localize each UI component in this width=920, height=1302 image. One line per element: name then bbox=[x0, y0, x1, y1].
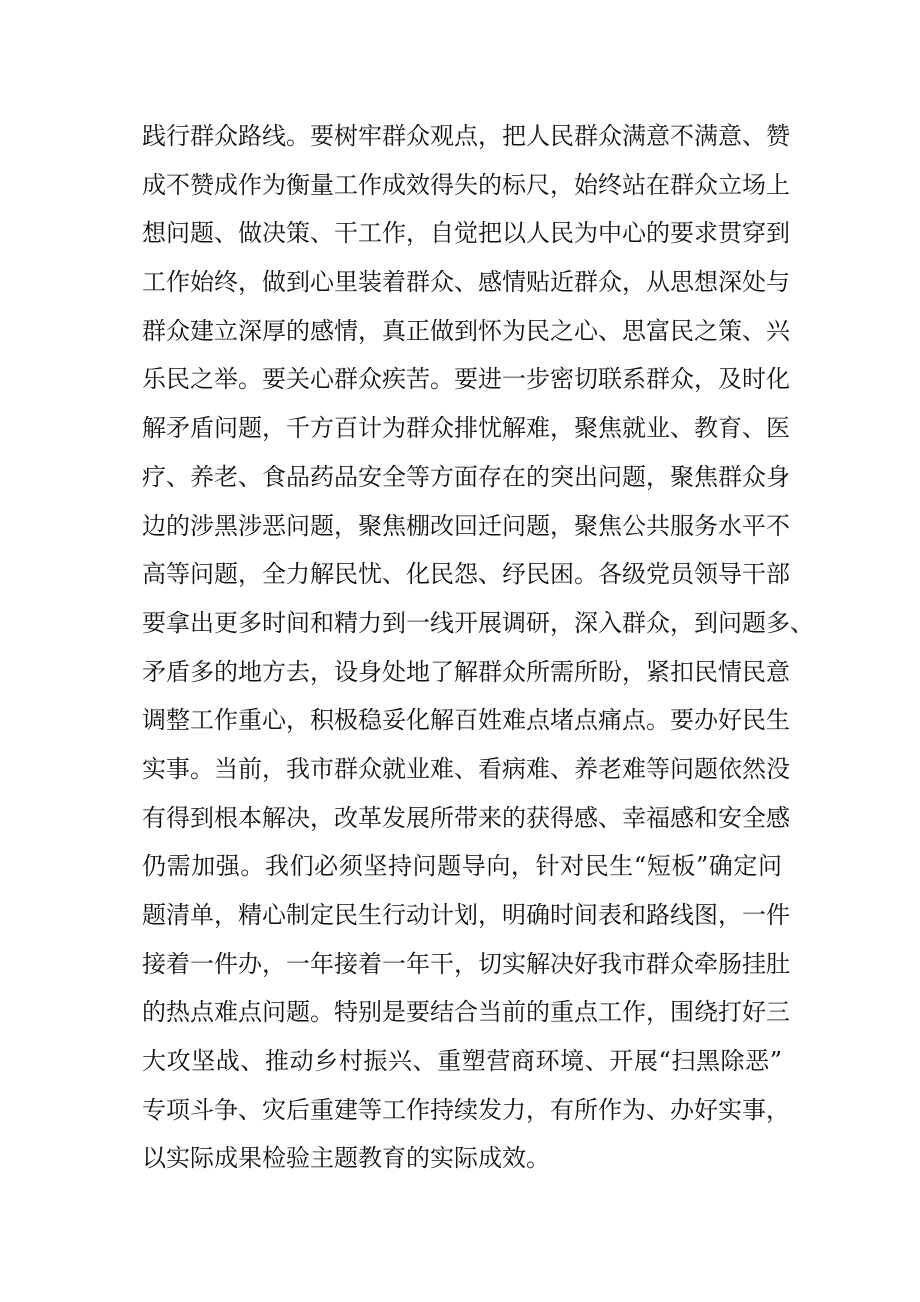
text-line: 解矛盾问题，千方百计为群众排忧解难，聚焦就业、教育、医 bbox=[142, 414, 790, 443]
text-line: 疗、养老、食品药品安全等方面存在的突出问题，聚焦群众身 bbox=[142, 462, 790, 491]
text-line: 专项斗争、灾后重建等工作持续发力，有所作为、办好实事， bbox=[142, 1095, 790, 1124]
text-line: 有得到根本解决，改革发展所带来的获得感、幸福感和安全感 bbox=[142, 803, 790, 832]
text-line: 乐民之举。要关心群众疾苦。要进一步密切联系群众，及时化 bbox=[142, 365, 790, 394]
text-line: 想问题、做决策、干工作，自觉把以人民为中心的要求贯穿到 bbox=[142, 219, 790, 248]
text-line: 接着一件办，一年接着一年干，切实解决好我市群众牵肠挂肚 bbox=[142, 949, 790, 978]
text-line: 要拿出更多时间和精力到一线开展调研，深入群众，到问题多、 bbox=[142, 608, 814, 637]
text-line-last: 以实际成果检验主题教育的实际成效。 bbox=[142, 1144, 550, 1173]
text-line: 矛盾多的地方去，设身处地了解群众所需所盼，紧扣民情民意 bbox=[142, 657, 790, 686]
text-line: 工作始终，做到心里装着群众、感情贴近群众，从思想深处与 bbox=[142, 268, 790, 297]
text-line: 仍需加强。我们必须坚持问题导向，针对民生“短板”确定问 bbox=[142, 852, 782, 881]
text-line: 群众建立深厚的感情，真正做到怀为民之心、思富民之策、兴 bbox=[142, 316, 790, 345]
text-line: 题清单，精心制定民生行动计划，明确时间表和路线图，一件 bbox=[142, 901, 790, 929]
text-line: 调整工作重心，积极稳妥化解百姓难点堵点痛点。要办好民生 bbox=[142, 706, 790, 735]
text-line: 高等问题，全力解民忧、化民怨、纾民困。各级党员领导干部 bbox=[142, 560, 790, 589]
text-line: 的热点难点问题。特别是要结合当前的重点工作，围绕打好三 bbox=[142, 998, 790, 1027]
text-line: 践行群众路线。要树牢群众观点，把人民群众满意不满意、赞 bbox=[142, 122, 790, 150]
text-line: 实事。当前，我市群众就业难、看病难、养老难等问题依然没 bbox=[142, 754, 790, 783]
body-paragraph bbox=[142, 112, 814, 1183]
text-line: 大攻坚战、推动乡村振兴、重塑营商环境、开展“扫黑除恶” bbox=[142, 1047, 782, 1076]
text-line: 成不赞成作为衡量工作成效得失的标尺，始终站在群众立场上 bbox=[142, 170, 790, 199]
text-line: 边的涉黑涉恶问题，聚焦棚改回迁问题，聚焦公共服务水平不 bbox=[142, 511, 790, 540]
